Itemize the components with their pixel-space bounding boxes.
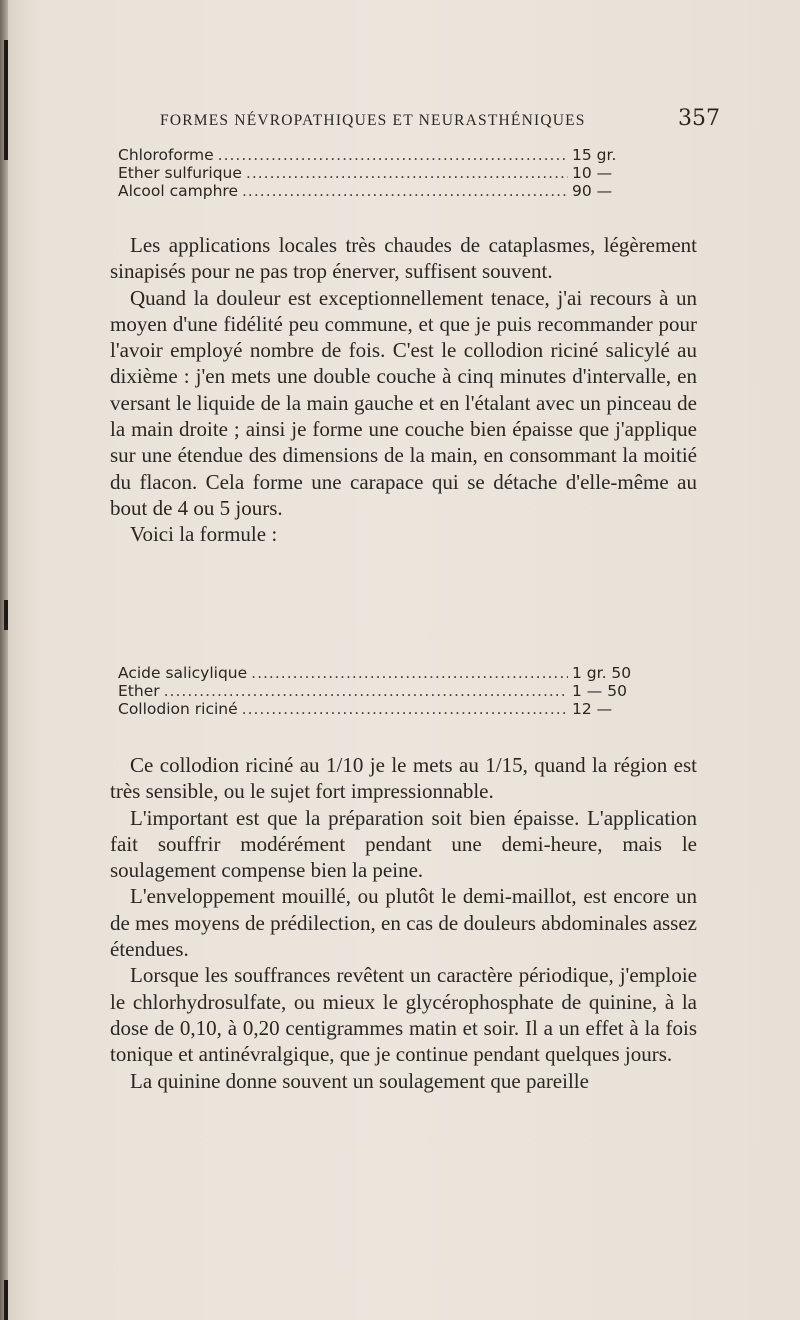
recipe-formula <box>118 664 658 718</box>
ingredient-name: Ether <box>118 682 160 700</box>
paragraph: Voici la formule : <box>130 522 278 547</box>
ingredient-quantity: 15 gr. <box>572 146 617 164</box>
paragraph: L'important est que la préparation soit bien épaisse. L'application fait souffrir modérément pendant une demi-heure, mais le soulagement compense bien la peine. <box>110 805 697 883</box>
recipe-line <box>118 182 658 200</box>
ingredient-quantity: 1 — 50 <box>572 682 627 700</box>
ingredient-name: Acide salicylique <box>118 664 248 682</box>
ingredient-name: Alcool camphre <box>118 182 238 200</box>
spine-shadow <box>4 1280 8 1320</box>
paragraph: L'enveloppement mouillé, ou plutôt le demi-maillot, est encore un de mes moyens de prédilection, en cas de douleurs abdominales assez étendues. <box>110 884 697 962</box>
ingredient-quantity: 1 gr. 50 <box>572 664 632 682</box>
spine-shadow <box>4 600 8 630</box>
ingredient-name: Collodion riciné <box>118 700 238 718</box>
ingredient-quantity: 12 — <box>572 700 613 718</box>
body-text-first <box>110 232 697 548</box>
leader-dots <box>251 664 568 682</box>
paragraph: Lorsque les souffrances revêtent un caractère périodique, j'emploie le chlorhydrosulfate, ou mieux le glycérophosphate de quinine, à la dose de 0,10, à 0,20 centigrammes matin et soir. Il a un effet à la fois tonique et antinévralgique, que je continue pendant quelques jours. <box>110 963 697 1067</box>
leader-dots <box>242 182 568 200</box>
recipe-line <box>118 146 658 164</box>
page-header <box>160 106 720 131</box>
leader-dots <box>246 164 568 182</box>
body-text-second <box>110 752 697 1094</box>
ingredient-name: Ether sulfurique <box>118 164 242 182</box>
spine-shadow <box>4 40 8 160</box>
recipe-first <box>118 146 658 200</box>
ingredient-quantity: 10 — <box>572 164 613 182</box>
leader-dots <box>242 700 568 718</box>
paragraph: Ce collodion riciné au 1/10 je le mets au 1/15, quand la région est très sensible, ou le sujet fort impressionnable. <box>110 753 697 804</box>
leader-dots <box>164 682 568 700</box>
leader-dots <box>218 146 568 164</box>
recipe-line <box>118 664 658 682</box>
paragraph: La quinine donne souvent un soulagement que pareille <box>130 1068 589 1093</box>
book-spine <box>0 0 8 1320</box>
paragraph: Quand la douleur est exceptionnellement tenace, j'ai recours à un moyen d'une fidélité peu commune, et que je puis recommander pour l'avoir employé nombre de fois. C'est le collodion riciné salicylé au dixième : j'en mets une double couche à cinq minutes d'intervalle, en versant le liquide de la main gauche et en l'étalant avec un pinceau de la main droite ; ainsi je forme une couche bien épaisse que j'applique sur une étendue des dimensions de la main, en consommant la moitié du flacon. Cela forme une carapace qui se détache d'elle-même au bout de 4 ou 5 jours. <box>110 285 697 520</box>
recipe-line <box>118 682 658 700</box>
ingredient-quantity: 90 — <box>572 182 613 200</box>
running-title: FORMES NÉVROPATHIQUES ET NEURASTHÉNIQUES <box>160 112 586 129</box>
page-number: 357 <box>678 106 720 131</box>
recipe-line <box>118 700 658 718</box>
ingredient-name: Chloroforme <box>118 146 214 164</box>
paragraph: Les applications locales très chaudes de cataplasmes, légèrement sinapisés pour ne pas trop énerver, suffisent souvent. <box>110 233 697 284</box>
recipe-line <box>118 164 658 182</box>
